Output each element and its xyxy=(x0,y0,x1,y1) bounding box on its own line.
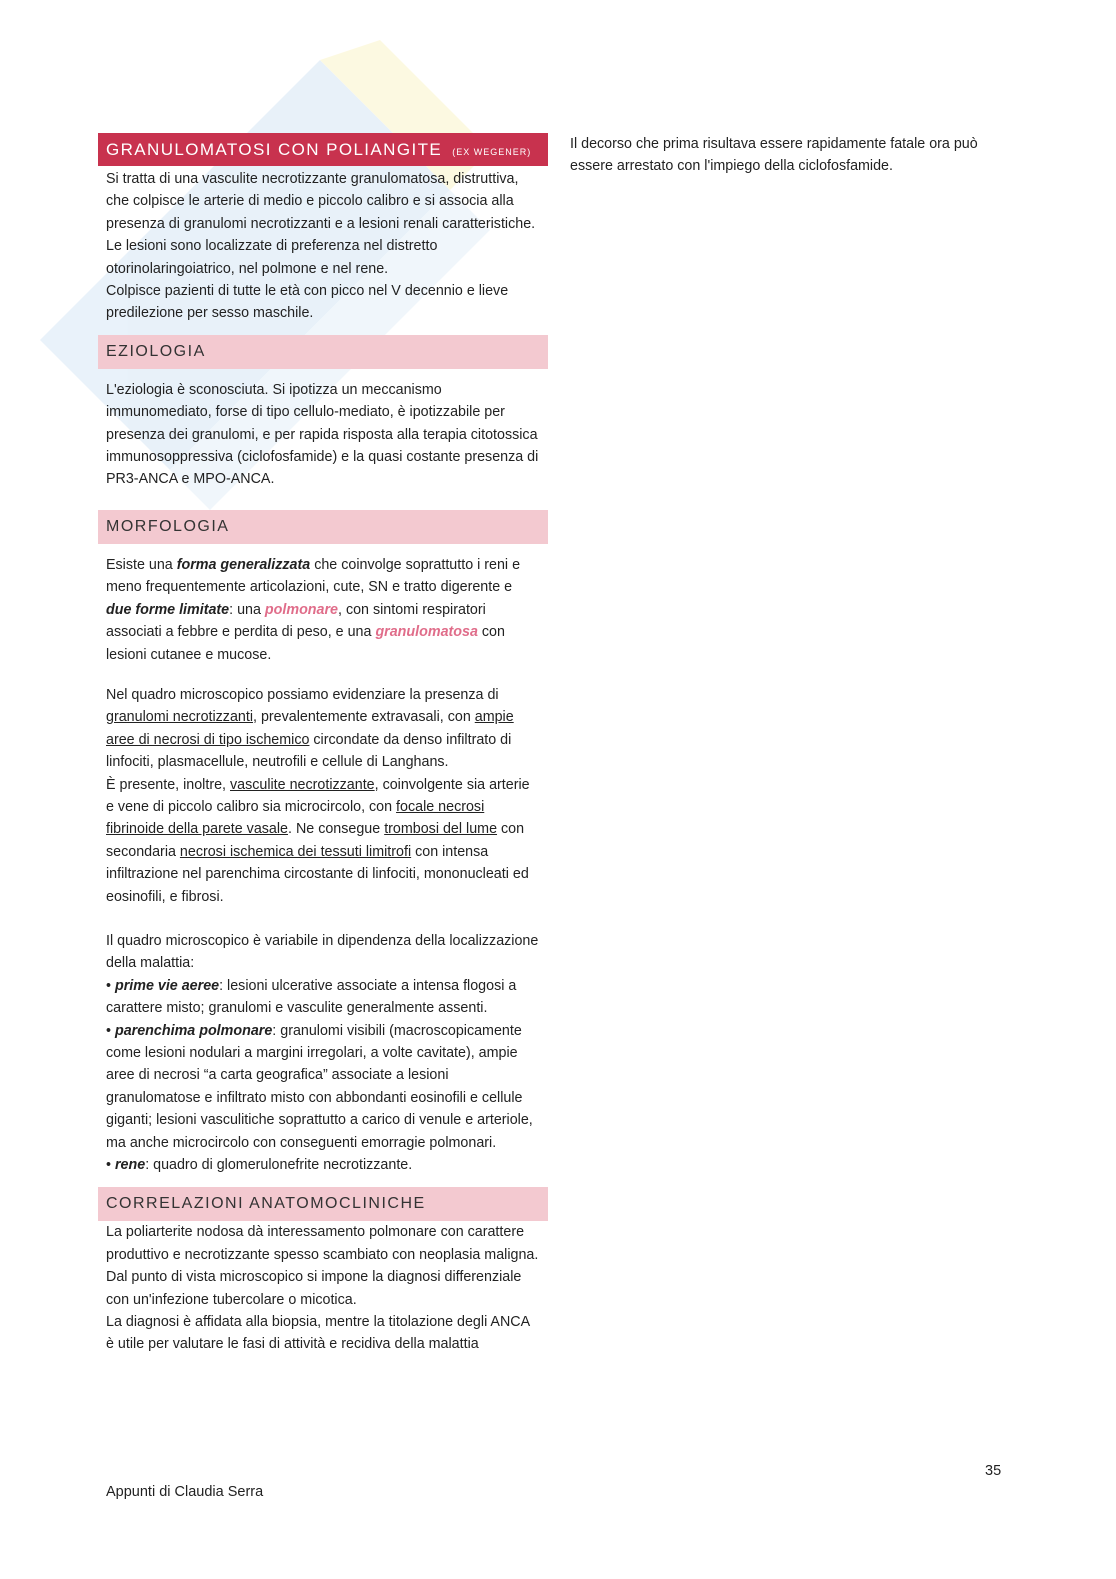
list-item: • prime vie aeree: lesioni ulcerative associate a intensa flogosi a carattere misto; granulomi e vasculite generalmente assenti. xyxy=(106,977,517,1017)
paragraph-forms: Esiste una forma generalizzata che coinvolge soprattutto i reni e meno frequentemente articolazioni, cute, SN e tratto digerente e due forme limitate: una polmonare, con sintomi respiratori associati a febbre e perdita di peso, e una granulomatosa con lesioni cutanee e mucose. xyxy=(106,556,521,663)
footer-author: Appunti di Claudia Serra xyxy=(106,1484,264,1500)
list-item: • parenchima polmonare: granulomi visibili (macroscopicamente come lesioni nodulari a margini irregolari, a volte cavitate), ampie aree di necrosi “a carta geografica” associate a lesioni granulomatose e infiltrato misto con abbondanti eosinofili e cellule giganti; lesioni vasculitiche soprattutto a carico di venule e arteriole, ma anche microcircolo con conseguenti emorragie polmonari. xyxy=(106,1022,533,1151)
section-heading-eziologia xyxy=(98,335,548,369)
paragraph-vasculitis: È presente, inoltre, vasculite necrotizzante, coinvolgente sia arterie e vene di piccolo calibro sia microcircolo, con focale necrosi fibrinoide della parete vasale. Ne consegue trombosi del lume con secondaria necrosi ischemica dei tessuti limitrofi con intensa infiltrazione nel parenchima circostante di linfociti, mononucleati ed eosinofili, e fibrosi. xyxy=(106,776,530,905)
paragraph-eziologia: L'eziologia è sconosciuta. Si ipotizza un meccanismo immunomediato, forse di tipo cellulo-mediato, è ipotizzabile per presenza dei granulomi, e per rapida risposta alla terapia citotossica immunosoppressiva (ciclofosfamide) e la quasi costante presenza di PR3-ANCA e MPO-ANCA. xyxy=(106,381,539,488)
paragraph-correlazioni: La poliarterite nodosa dà interessamento polmonare con carattere produttivo e necrotizzante spesso scambiato con neoplasia maligna. Dal punto di vista microscopico si impone la diagnosi differenziale con un'infezione tubercolare o micotica. xyxy=(106,1224,539,1308)
heading-title: MORFOLOGIA xyxy=(106,517,230,535)
paragraph-epidemiology: Colpisce pazienti di tutte le età con picco nel V decennio e lieve predilezione per sesso maschile. xyxy=(106,283,509,322)
paragraph-diagnosi: La diagnosi è affidata alla biopsia, mentre la titolazione degli ANCA è utile per valutare le fasi di attività e recidiva della malattia xyxy=(106,1314,530,1353)
paragraph-microscopic: Nel quadro microscopico possiamo evidenziare la presenza di granulomi necrotizzanti, prevalentemente extravasali, con ampie aree di necrosi di tipo ischemico circondate da denso infiltrato di linfociti, plasmacellule, neutrofili e cellule di Langhans. xyxy=(106,686,514,771)
list-item: • rene: quadro di glomerulonefrite necrotizzante. xyxy=(106,1157,413,1174)
paragraph-definition: Si tratta di una vasculite necrotizzante granulomatosa, distruttiva, che colpisce le arterie di medio e piccolo calibro e si associa alla presenza di granulomi necrotizzanti e a lesioni renali caratteristiche. xyxy=(106,171,536,232)
section-heading-granulomatosi xyxy=(98,133,548,166)
page-number: 35 xyxy=(985,1463,1002,1479)
heading-subtitle: (EX WEGENER) xyxy=(452,147,532,157)
paragraph-localization: Le lesioni sono localizzate di preferenza nel distretto otorinolaringoiatrico, nel polmone e nel rene. xyxy=(106,238,438,277)
heading-title: GRANULOMATOSI CON POLIANGITE xyxy=(106,140,443,159)
left-column xyxy=(98,133,548,1356)
heading-title: CORRELAZIONI ANATOMOCLINICHE xyxy=(106,1195,426,1213)
right-column xyxy=(570,133,990,178)
section-heading-morfologia xyxy=(98,510,548,544)
heading-title: EZIOLOGIA xyxy=(106,342,206,360)
section-heading-correlazioni xyxy=(98,1187,548,1221)
paragraph-decorso: Il decorso che prima risultava essere rapidamente fatale ora può essere arrestato con l'impiego della ciclofosfamide. xyxy=(570,136,978,175)
paragraph-variability: Il quadro microscopico è variabile in dipendenza della localizzazione della malattia: xyxy=(106,932,539,972)
